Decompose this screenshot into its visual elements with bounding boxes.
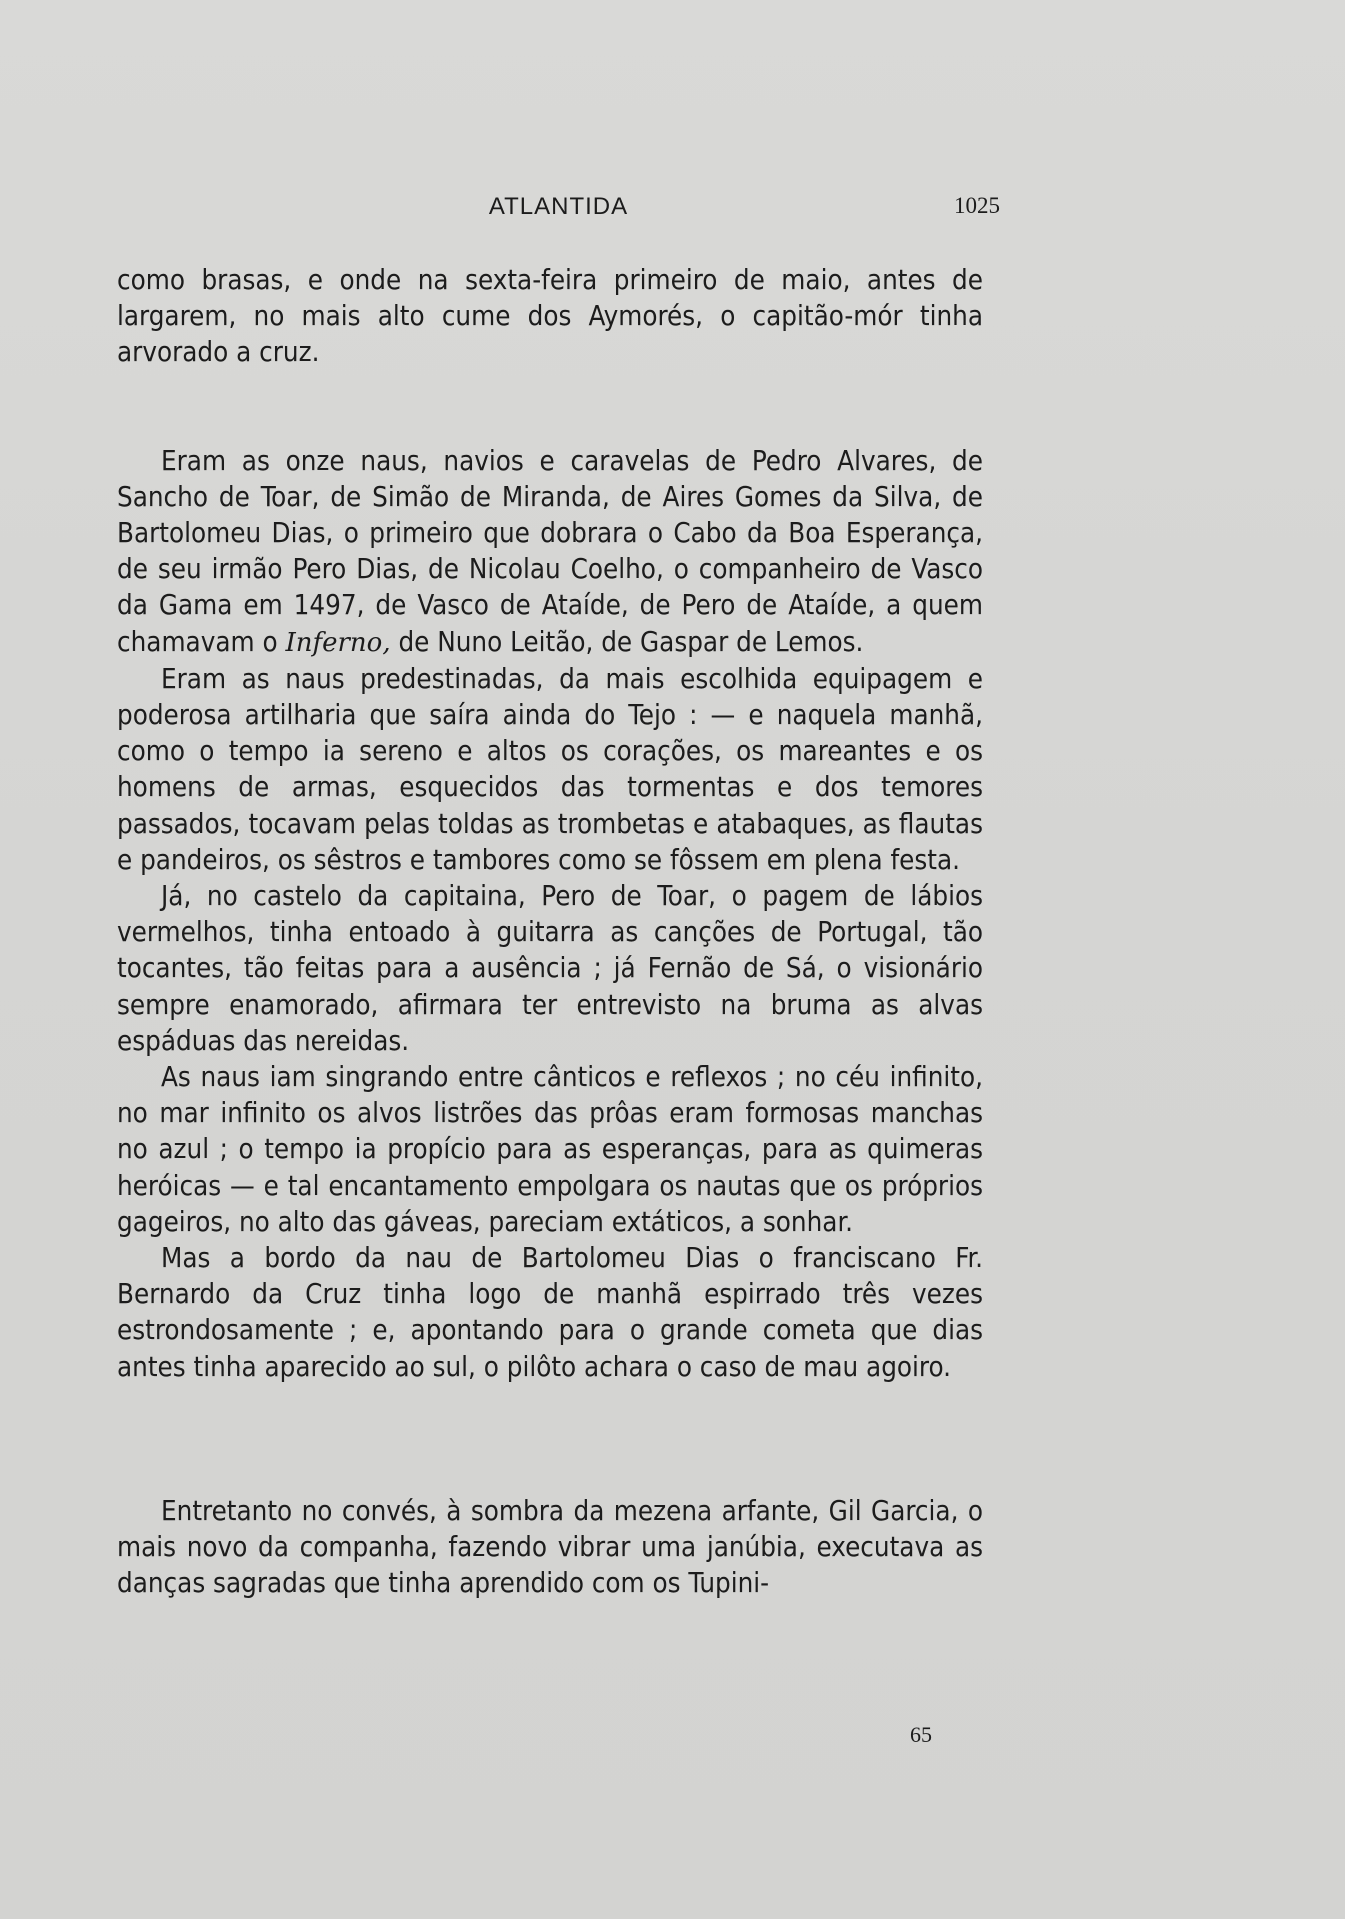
paragraph-continuation: como brasas, e onde na sexta-feira primeiro de maio, antes de largarem, no mais alto cume dos Aymorés, o capitão-mór tinha arvorado a cruz.: [117, 264, 983, 369]
paragraph-castle: Já, no castelo da capitaina, Pero de Toar, o pagem de lábios vermelhos, tinha entoado à guitarra as canções de Portugal, tão tocantes, tão feitas para a ausência ; já Fernão de Sá, o visionário sempre enamorado, afirmara ter entrevisto na bruma as alvas espáduas das nereidas.: [117, 880, 983, 1057]
paragraph-ships: [117, 443, 983, 661]
body-text: [117, 262, 983, 1602]
paragraph-omen: Mas a bordo da nau de Bartolomeu Dias o franciscano Fr. Bernardo da Cruz tinha logo de manhã espirrado três vezes estrondosamente ; e, apontando para o grande cometa que dias antes tinha aparecido ao sul, o pilôto achara o caso de mau agoiro.: [117, 1242, 983, 1383]
paragraph-dances: Entretanto no convés, à sombra da mezena arfante, Gil Garcia, o mais novo da companha, fazendo vibrar uma janúbia, executava as danças sagradas que tinha aprendido com os Tupini-: [117, 1494, 983, 1600]
paragraph-sailing: As naus iam singrando entre cânticos e reflexos ; no céu infinito, no mar infinito os alvos listrões das prôas eram formosas manchas no azul ; o tempo ia propício para as esperanças, para as quimeras heróicas — e tal encantamento empolgara os nautas que os próprios gageiros, no alto das gáveas, pareciam extáticos, a sonhar.: [117, 1061, 983, 1238]
paragraph-predestined: Eram as naus predestinadas, da mais escolhida equipagem e poderosa artilharia que saíra ainda do Tejo : — e naquela manhã, como o tempo ia sereno e altos os corações, os mareantes e os homens de armas, esquecidos das tormentas e dos temores passados, tocavam pelas toldas as trombetas e atabaques, as flautas e pandeiros, os sêstros e tambores como se fôssem em plena festa.: [117, 662, 983, 876]
running-title: ATLANTIDA: [488, 193, 629, 220]
paragraph-ships-text: Eram as onze naus, navios e caravelas de Pedro Alvares, de Sancho de Toar, de Simão de Miranda, de Aires Gomes da Silva, de Bartolomeu Dias, o primeiro que dobrara o Cabo da Boa Esperança, de seu irmão Pero Dias, de Nicolau Coelho, o companheiro de Vasco da Gama em 1497, de Vasco de Ataíde, de Pero de Ataíde, a quem chamavam o: [117, 444, 983, 658]
running-head: [117, 193, 1000, 227]
paragraph-ships-nickname: Inferno,: [285, 627, 391, 658]
paragraph-ships-end: de Nuno Leitão, de Gaspar de Lemos.: [398, 625, 864, 658]
page-number: 1025: [954, 193, 1000, 218]
signature-mark: 65: [910, 1722, 932, 1747]
